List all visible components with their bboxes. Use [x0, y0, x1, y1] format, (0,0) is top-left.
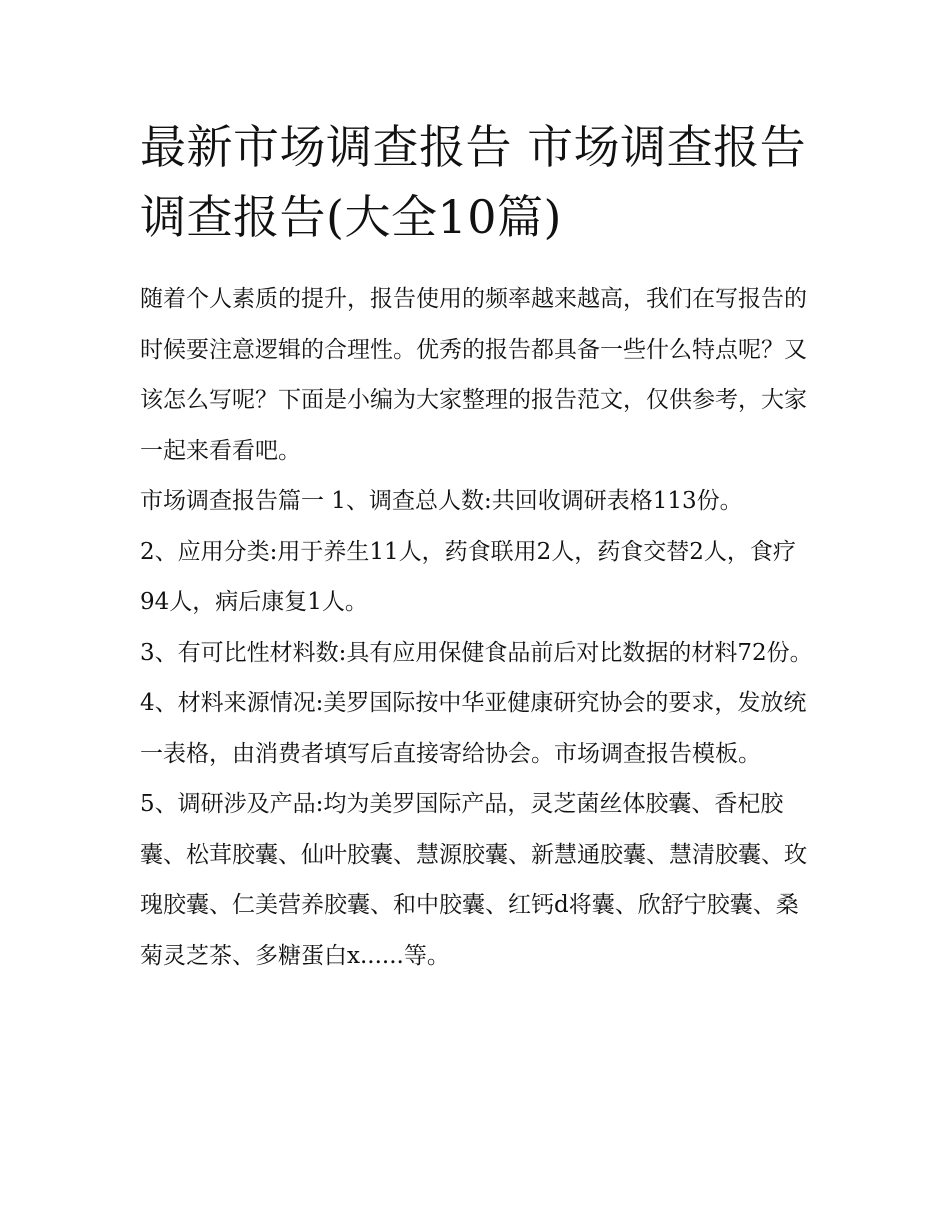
section-paragraph: 市场调查报告篇一 1、调查总人数:共回收调研表格113份。	[140, 488, 743, 514]
section-paragraph: 3、有可比性材料数:具有应用保健食品前后对比数据的材料72份。	[140, 639, 813, 666]
document-body	[140, 112, 815, 981]
intro-paragraph: 随着个人素质的提升，报告使用的频率越来越高，我们在写报告的时候要注意逻辑的合理性。优秀的报告都具备一些什么特点呢？又该怎么写呢？下面是小编为大家整理的报告范文，仅供参考，大家一起来看看吧。	[140, 286, 807, 464]
document-title: 最新市场调查报告 市场调查报告调查报告(大全10篇)	[140, 120, 807, 244]
section-paragraph: 5、调研涉及产品:均为美罗国际产品，灵芝菌丝体胶囊、香杞胶囊、松茸胶囊、仙叶胶囊、慧源胶囊、新慧通胶囊、慧清胶囊、玫瑰胶囊、仁美营养胶囊、和中胶囊、红钙d将囊、欣舒宁胶囊、桑菊灵芝茶、多糖蛋白x......等。	[140, 791, 807, 969]
section-paragraph: 2、应用分类:用于养生11人，药食联用2人，药食交替2人，食疗94人，病后康复1人。	[140, 538, 796, 615]
section-paragraph: 4、材料来源情况:美罗国际按中华亚健康研究协会的要求，发放统一表格，由消费者填写后直接寄给协会。市场调查报告模板。	[140, 690, 807, 767]
